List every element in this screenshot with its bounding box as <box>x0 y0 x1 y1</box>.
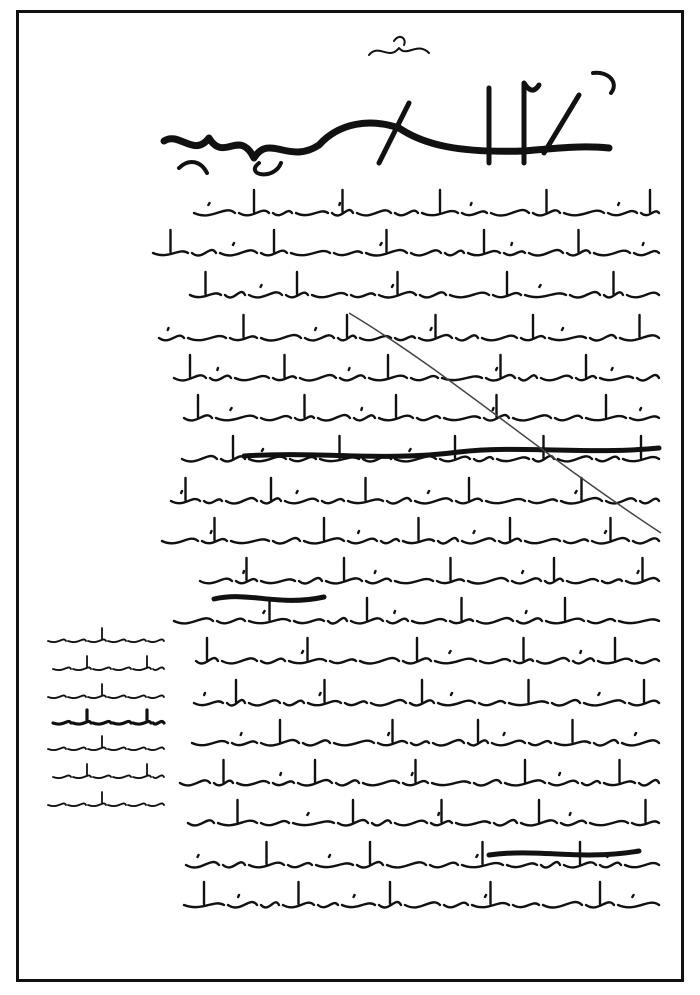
manuscript-page <box>16 10 684 982</box>
manuscript-script-image <box>19 13 681 979</box>
margin-note-line <box>53 764 164 778</box>
text-line-stroke <box>180 760 659 785</box>
margin-note-line <box>48 792 164 806</box>
margin-note-line <box>48 736 164 750</box>
text-line-stroke <box>190 272 659 297</box>
text-line-stroke <box>159 315 659 340</box>
text-line-stroke <box>174 598 659 623</box>
text-line-stroke <box>200 558 659 583</box>
text-line-stroke <box>194 680 659 705</box>
margin-note-handwriting <box>48 628 164 806</box>
top-note-handwriting <box>369 37 429 55</box>
text-line-stroke <box>162 518 659 543</box>
margin-note-line <box>53 656 164 670</box>
text-line-stroke <box>192 720 659 745</box>
margin-note-line <box>48 684 164 698</box>
heading-calligraphy <box>164 73 614 175</box>
main-text-lines <box>153 190 659 907</box>
text-line-stroke <box>188 800 659 825</box>
strike-marks <box>214 448 659 855</box>
text-line-stroke <box>184 882 659 907</box>
text-line-stroke <box>184 395 659 420</box>
margin-note-line <box>48 628 164 642</box>
margin-note-line <box>53 710 164 724</box>
text-line-stroke <box>174 355 659 380</box>
text-line-stroke <box>194 190 659 215</box>
text-line-stroke <box>153 230 659 255</box>
text-line-stroke <box>196 638 659 663</box>
page-fold-line <box>349 313 661 533</box>
